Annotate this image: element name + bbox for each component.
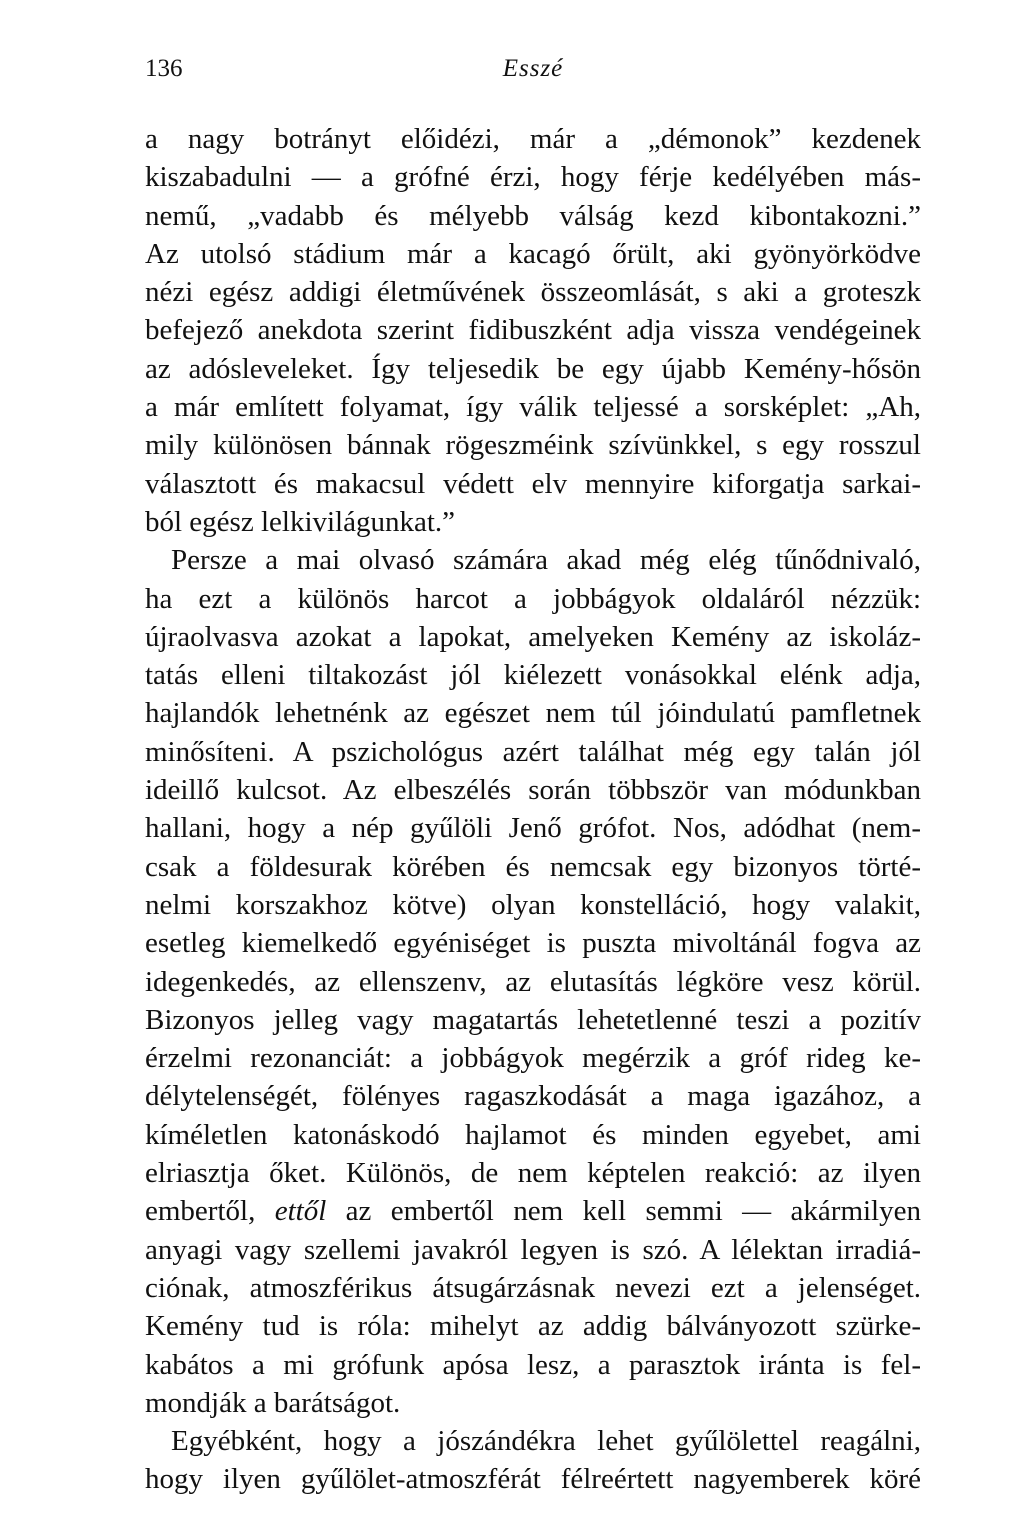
text-line: anyagi vagy szellemi javakról legyen is szó. A lélektan irradiá-: [145, 1233, 921, 1266]
paragraph-3: [145, 1422, 921, 1499]
text-line: hallani, hogy a nép gyűlöli Jenő grófot. Nos, adódhat (nem-: [145, 812, 921, 845]
text-line: nézi egész addigi életművének összeomlását, s aki a groteszk: [145, 276, 921, 309]
text-line: ciónak, atmoszférikus átsugárzásnak nevezi ezt a jelenséget.: [145, 1271, 921, 1304]
text-line: ideillő kulcsot. Az elbeszélés során többször van módunkban: [145, 774, 921, 807]
text-line: nelmi korszakhoz kötve) olyan konstelláció, hogy valakit,: [145, 888, 921, 921]
text-line: a már említett folyamat, így válik teljessé a sorsképlet: „Ah,: [145, 391, 921, 424]
text-line: mily különösen bánnak rögeszméink szívünkkel, s egy rosszul: [145, 429, 921, 462]
text-line: befejező anekdota szerint fidibuszként adja vissza vendégeinek: [145, 314, 921, 347]
text-line: Egyébként, hogy a jószándékra lehet gyűlölettel reagálni,: [171, 1425, 921, 1458]
running-head: [145, 52, 921, 86]
text-line: Kemény tud is róla: mihelyt az addig bálványozott szürke-: [145, 1310, 921, 1343]
paragraph-1: [145, 120, 921, 541]
text-line: ból egész lelkivilágunkat.”: [145, 505, 456, 538]
text-line: minősíteni. A pszichológus azért találhat még egy talán jól: [145, 735, 921, 768]
text-line: Persze a mai olvasó számára akad még elég tűnődnivaló,: [171, 544, 921, 577]
paragraph-2: [145, 541, 921, 1422]
text-line: csak a földesurak körében és nemcsak egy bizonyos törté-: [145, 850, 921, 883]
text-line: ha ezt a különös harcot a jobbágyok oldaláról nézzük:: [145, 582, 921, 615]
text-line: mondják a barátságot.: [145, 1386, 401, 1419]
text-line: idegenkedés, az ellenszenv, az elutasítás légköre vesz körül.: [145, 965, 921, 998]
section-title: Esszé: [502, 55, 564, 82]
text-line: újraolvasva azokat a lapokat, amelyeken Kemény az iskoláz-: [145, 620, 921, 653]
text-line: nemű, „vadabb és mélyebb válság kezd kibontakozni.”: [145, 199, 921, 232]
text-line: hajlandók lehetnénk az egészet nem túl jóindulatú pamfletnek: [145, 697, 921, 730]
text-line: kabátos a mi grófunk apósa lesz, a parasztok iránta is fel-: [145, 1348, 921, 1381]
emphasized-word: ettől: [274, 1195, 327, 1228]
text-line-with-emphasis: [145, 1192, 921, 1230]
text-line: tatás elleni tiltakozást jól kiélezett vonásokkal elénk adja,: [145, 659, 921, 692]
text-line: kiszabadulni — a grófné érzi, hogy férje kedélyében más-: [145, 161, 921, 194]
text-line: esetleg kiemelkedő egyéniséget is puszta mivoltánál fogva az: [145, 927, 921, 960]
text-fragment: az embertől nem kell semmi — akármilyen: [326, 1195, 921, 1228]
text-line: kíméletlen katonáskodó hajlamot és minden egyebet, ami: [145, 1118, 921, 1151]
text-line: az adósleveleket. Így teljesedik be egy újabb Kemény-hősön: [145, 352, 921, 385]
text-line: Az utolsó stádium már a kacagó őrült, aki gyönyörködve: [145, 237, 921, 270]
text-line: érzelmi rezonanciát: a jobbágyok megérzik a gróf rideg ke-: [145, 1042, 921, 1075]
text-line: elriasztja őket. Különös, de nem képtelen reakció: az ilyen: [145, 1157, 921, 1190]
text-fragment: embertől,: [145, 1195, 275, 1228]
text-line: választott és makacsul védett elv mennyire kiforgatja sarkai-: [145, 467, 921, 500]
text-line: a nagy botrányt előidézi, már a „démonok” kezdenek: [145, 123, 921, 155]
text-line: Bizonyos jelleg vagy magatartás lehetetlenné teszi a pozitív: [145, 1003, 921, 1036]
body-text: [145, 120, 921, 1499]
text-line: hogy ilyen gyűlölet-atmoszférát félreértett nagyemberek köré: [145, 1463, 921, 1496]
text-line: délytelenségét, fölényes ragaszkodását a maga igazához, a: [145, 1080, 921, 1113]
page-number: 136: [145, 55, 183, 82]
